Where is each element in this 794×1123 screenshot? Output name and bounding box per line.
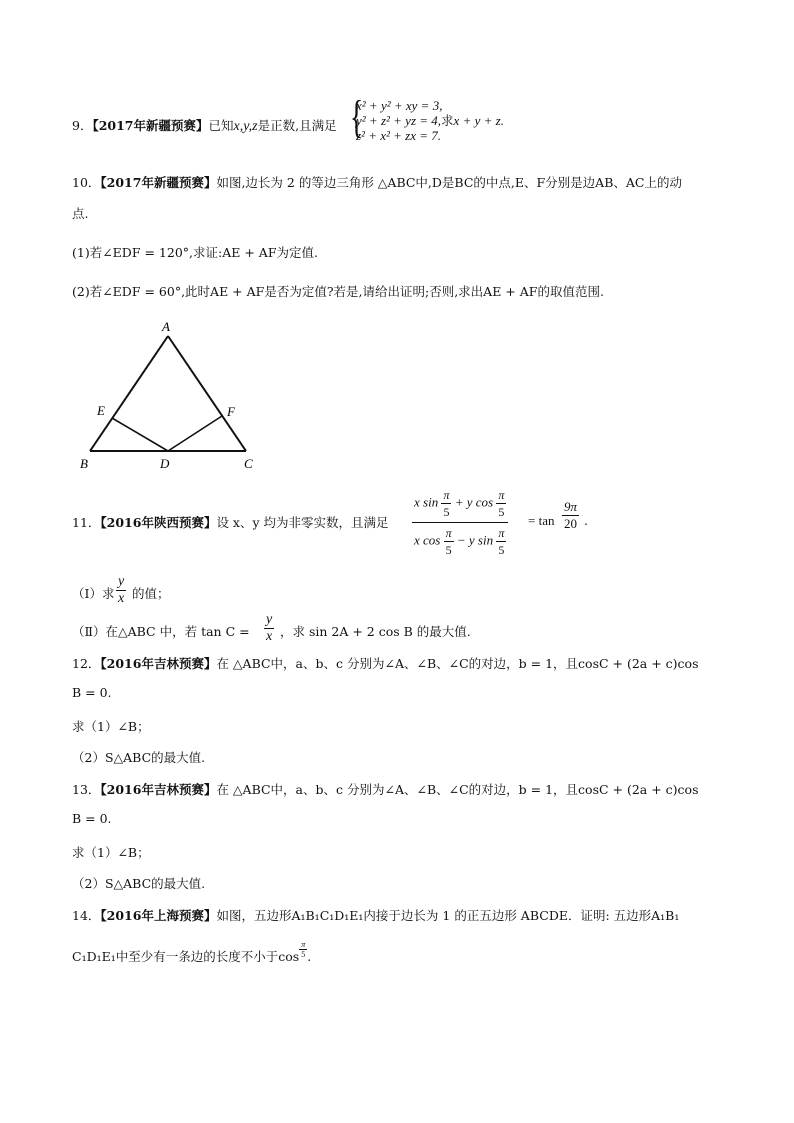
q9-ask-expr: x + y + z.	[453, 113, 504, 128]
q9-number: 9．	[72, 118, 93, 133]
q9-equation-system	[356, 98, 504, 143]
q11-pi: π	[498, 488, 505, 502]
q11-x: x	[266, 629, 273, 644]
q14-text2: C₁D₁E₁中至少有一条边的长度不小于cos	[72, 949, 300, 964]
q12-tag: 【2016年吉林预赛】	[100, 656, 217, 671]
q13-number: 13．	[72, 782, 101, 797]
q10-line1	[72, 173, 682, 191]
q11-yx-frac2	[264, 612, 274, 645]
q11-five: 5	[498, 505, 505, 519]
q11-pi: π	[498, 526, 505, 540]
q11-denominator	[412, 523, 508, 558]
q13-text: 在 △ABC中，a、b、c 分别为∠A、∠B、∠C的对边，b = 1，且cosC + (2a + c)cos	[216, 782, 699, 797]
q14-text: 如图，五边形A₁B₁C₁D₁E₁内接于边长为 1 的正五边形 ABCDE．证明: 五边形A₁B₁	[216, 908, 680, 923]
q11-den-b: − y sin	[456, 532, 494, 548]
label-d: D	[160, 456, 170, 471]
q9-ask: 求	[441, 113, 454, 128]
q9-tag: 【2017年新疆预赛】	[92, 118, 209, 133]
q12-line2: B = 0.	[72, 685, 112, 700]
q10-number: 10．	[72, 175, 101, 190]
q13-ask1: 求（1）∠B；	[72, 845, 150, 860]
q12-ask2: （2）S△ABC的最大值.	[72, 750, 206, 765]
q11-part1-a: （Ⅰ）求	[72, 586, 115, 601]
q11-rhs	[528, 513, 554, 529]
q11-part2-b: ，求 sin 2A + 2 cos B 的最大值.	[280, 624, 471, 639]
q11-part2-a: （Ⅱ）在△ABC 中，若 tan C =	[72, 624, 250, 639]
q13-line1	[72, 780, 699, 798]
q10-part1: (1)若∠EDF = 120°,求证:AE + AF为定值.	[72, 245, 318, 260]
q10-text: 如图,边长为 2 的等边三角形 △ABC中,D是BC的中点,E、F分别是边AB、AC上的动	[216, 175, 682, 190]
q11-yx-frac	[116, 574, 126, 607]
q13-ask2: （2）S△ABC的最大值.	[72, 876, 206, 891]
q11-part1-b: 的值；	[132, 586, 170, 601]
q14-line1	[72, 906, 679, 924]
q9-line	[72, 116, 337, 135]
q11-den-frac1	[444, 525, 454, 558]
q9-eq3: z² + x² + zx = 7.	[356, 128, 442, 143]
q10-line2: 点.	[72, 206, 89, 221]
q11-y: y	[118, 574, 125, 589]
q12-text: 在 △ABC中，a、b、c 分别为∠A、∠B、∠C的对边，b = 1，且cosC + (2a + c)cos	[216, 656, 699, 671]
q11-numerator	[412, 487, 508, 523]
q11-rhs-frac	[562, 499, 579, 532]
triangle-figure	[72, 318, 272, 478]
q14-pi-over-5	[299, 940, 307, 959]
q9-eq1: x² + y² + xy = 3,	[356, 98, 443, 113]
q11-num-a: x sin	[414, 494, 439, 510]
q12-number: 12．	[72, 656, 101, 671]
q14-end: .	[307, 949, 312, 964]
q9-text-b: 是正数,且满足	[257, 118, 337, 133]
segment-df	[168, 416, 222, 451]
q11-den-a: x cos	[414, 532, 441, 548]
q9-vars: x,y,z	[233, 119, 258, 134]
q12-line1	[72, 654, 699, 672]
label-b: B	[80, 456, 88, 471]
q11-pi: π	[445, 526, 452, 540]
q13-line2: B = 0.	[72, 811, 112, 826]
q9-text-a: 已知	[208, 118, 234, 133]
label-a: A	[162, 319, 170, 334]
q11-prefix	[72, 513, 389, 531]
q14-frac-num: π	[301, 940, 306, 949]
q11-x: x	[118, 591, 125, 606]
q11-big-fraction	[412, 487, 508, 558]
q11-rhs-text: = tan	[528, 513, 555, 528]
q13-tag: 【2016年吉林预赛】	[100, 782, 217, 797]
q11-pi: π	[443, 488, 450, 502]
q14-number: 14．	[72, 908, 101, 923]
q14-frac-den: 5	[301, 950, 306, 959]
q14-tag: 【2016年上海预赛】	[100, 908, 217, 923]
q11-num-frac1	[441, 487, 451, 520]
q11-five: 5	[443, 505, 450, 519]
q11-den-frac2	[496, 525, 506, 558]
segment-de	[112, 418, 168, 451]
q10-tag: 【2017年新疆预赛】	[100, 175, 217, 190]
q10-part2: (2)若∠EDF = 60°,此时AE + AF是否为定值?若是,请给出证明;否则,求出AE + AF的取值范围.	[72, 284, 604, 299]
q9-eq2	[356, 113, 504, 128]
q11-end: .	[584, 513, 588, 528]
label-f: F	[227, 404, 235, 419]
q11-number: 11．	[72, 515, 101, 530]
q9-eq2-text: y² + z² + yz = 4,	[356, 113, 442, 128]
q11-text: 设 x、y 均为非零实数，且满足	[216, 515, 389, 530]
q11-num-frac2	[496, 487, 506, 520]
q11-nine-pi: 9π	[564, 499, 578, 514]
q11-twenty: 20	[564, 516, 577, 531]
q12-ask1: 求（1）∠B；	[72, 719, 150, 734]
q11-y: y	[266, 612, 273, 627]
q11-tag: 【2016年陕西预赛】	[100, 515, 217, 530]
q11-num-b: + y cos	[454, 494, 494, 510]
q14-line2	[72, 940, 311, 965]
side-ab	[90, 336, 168, 451]
label-e: E	[97, 403, 105, 418]
side-ac	[168, 336, 246, 451]
label-c: C	[244, 456, 253, 471]
q11-five: 5	[445, 543, 452, 557]
q9-brace: {	[350, 91, 364, 142]
q11-five: 5	[498, 543, 505, 557]
